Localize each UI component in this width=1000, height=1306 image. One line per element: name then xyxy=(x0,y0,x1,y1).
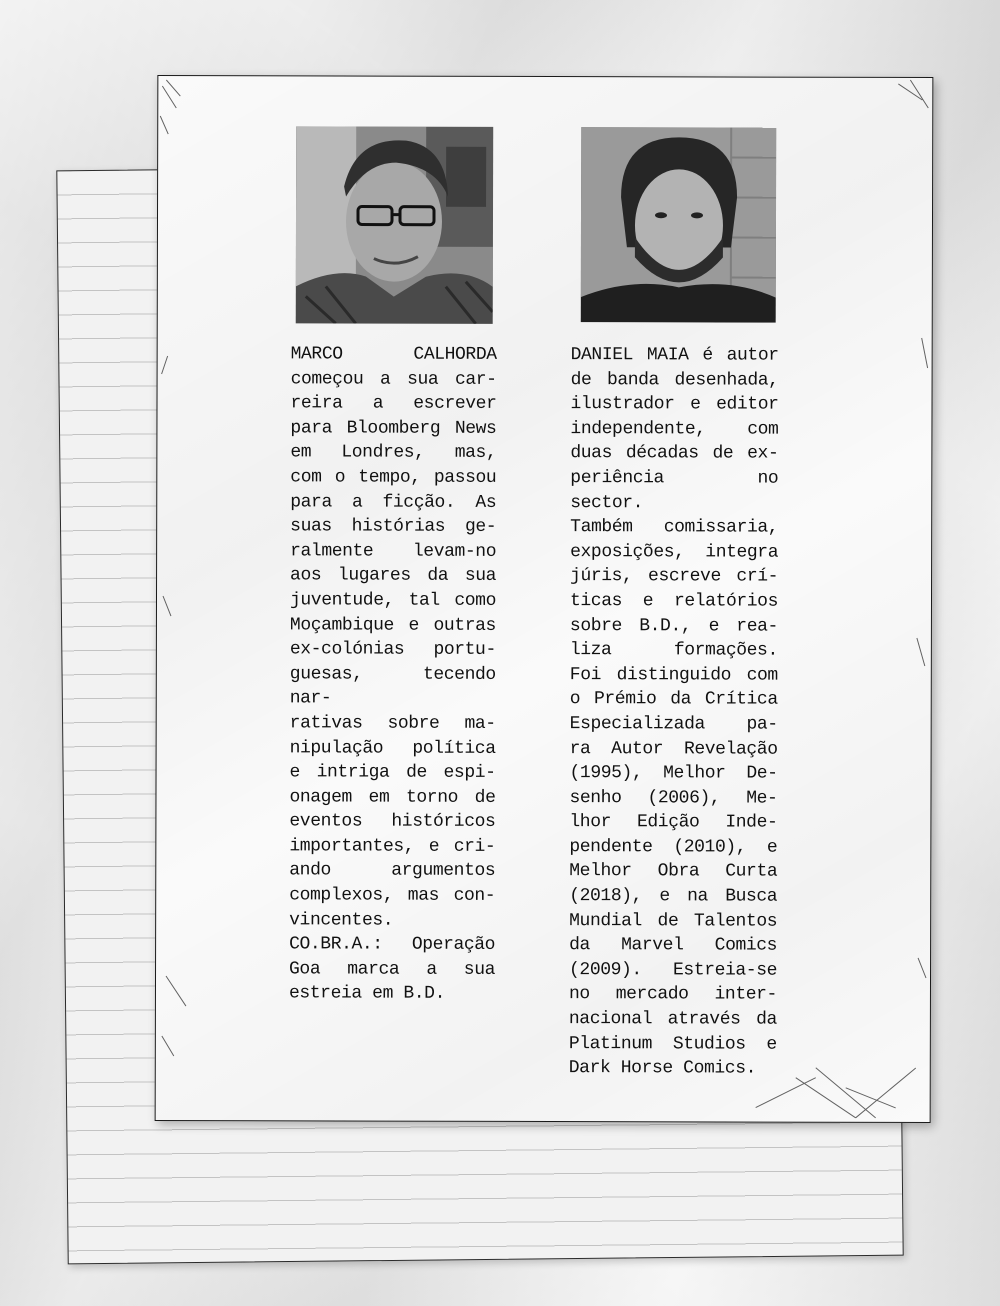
bio-line: júris, escreve crí- xyxy=(570,566,779,587)
bio-line: juventude, tal como xyxy=(289,590,497,611)
bio-line: com o tempo, passou xyxy=(290,467,497,488)
bio-line: lhor Edição Inde- xyxy=(569,812,778,833)
bio-line: aos lugares da sua xyxy=(290,565,497,587)
bio-line: suas histórias ge- xyxy=(290,516,497,538)
bio-line: para a ficção. As xyxy=(290,491,497,513)
bio-line: eventos históricos xyxy=(289,811,496,833)
bio-line: e intriga de espi- xyxy=(289,762,496,783)
bio-line: independente, com xyxy=(570,418,779,440)
bio-line: Melhor Obra Curta xyxy=(569,861,778,883)
bio-line: vincentes. xyxy=(289,909,394,931)
bio-line: (2009). Estreia-se xyxy=(569,959,778,981)
bio-line: guesas, tecendo nar- xyxy=(289,664,496,709)
bio-line: para Bloomberg News xyxy=(290,418,497,439)
bio-line: o Prémio da Crítica xyxy=(569,689,778,710)
marco-calhorda-photo xyxy=(296,126,494,324)
bio-line: ralmente levam-no xyxy=(290,541,497,562)
bio-line: nacional através da xyxy=(568,1009,777,1030)
bio-line: no mercado inter- xyxy=(568,984,777,1006)
bio-line: CO.BR.A.: Operação xyxy=(289,934,496,956)
bio-line: sobre B.D., e rea- xyxy=(569,615,778,637)
bio-line: rativas sobre ma- xyxy=(289,713,496,734)
bio-line: Especializada pa- xyxy=(569,713,778,735)
bio-line: Foi distinguido com xyxy=(569,664,778,686)
bio-line: reira a escrever xyxy=(290,393,497,415)
bio-line: de banda desenhada, xyxy=(570,369,779,391)
daniel-maia-photo xyxy=(581,127,777,323)
bio-line: ticas e relatórios xyxy=(569,591,779,612)
bio-line: DANIEL MAIA é autor xyxy=(570,345,779,366)
bio-line: em Londres, mas, xyxy=(290,442,497,464)
portrait-image-2 xyxy=(581,127,777,323)
bio-line: Dark Horse Comics. xyxy=(568,1058,757,1079)
bio-line: nipulação política xyxy=(289,737,496,759)
bio-line: da Marvel Comics xyxy=(569,935,778,956)
bio-line: Moçambique e outras xyxy=(289,614,496,636)
bio-line: começou a sua car- xyxy=(290,368,497,390)
bio-line: (2018), e na Busca xyxy=(569,886,778,907)
bio-line: senho (2006), Me- xyxy=(569,787,778,809)
bio-line: Platinum Studios e xyxy=(568,1033,777,1055)
bio-line: exposições, integra xyxy=(570,541,779,563)
portrait-image-1 xyxy=(296,126,494,324)
front-paper-sheet xyxy=(155,75,934,1123)
bio-line: ando argumentos xyxy=(289,860,496,882)
bio-line: Goa marca a sua xyxy=(289,959,496,980)
bio-line: ra Autor Revelação xyxy=(569,738,778,760)
bio-line: liza formações. xyxy=(569,640,778,661)
bio-line: estreia em B.D. xyxy=(288,983,446,1005)
daniel-maia-bio xyxy=(569,343,779,1081)
marco-calhorda-bio xyxy=(289,342,497,1007)
bio-line: pendente (2010), e xyxy=(569,836,778,858)
bio-line: ex-colónias portu- xyxy=(289,639,496,660)
bio-line: MARCO CALHORDA xyxy=(290,344,497,365)
bio-line: importantes, e cri- xyxy=(289,836,496,857)
bio-line: duas décadas de ex- xyxy=(570,443,779,464)
bio-line: Mundial de Talentos xyxy=(569,910,778,932)
bio-line: Também comissaria, xyxy=(570,517,779,538)
paper-scratch-marks xyxy=(156,76,933,1122)
bio-line: ilustrador e editor xyxy=(570,394,779,415)
bio-line: (1995), Melhor De- xyxy=(569,763,778,784)
bio-line: periência no sector. xyxy=(570,468,779,513)
bio-line: complexos, mas con- xyxy=(289,885,496,906)
bio-line: onagem em torno de xyxy=(289,787,496,808)
